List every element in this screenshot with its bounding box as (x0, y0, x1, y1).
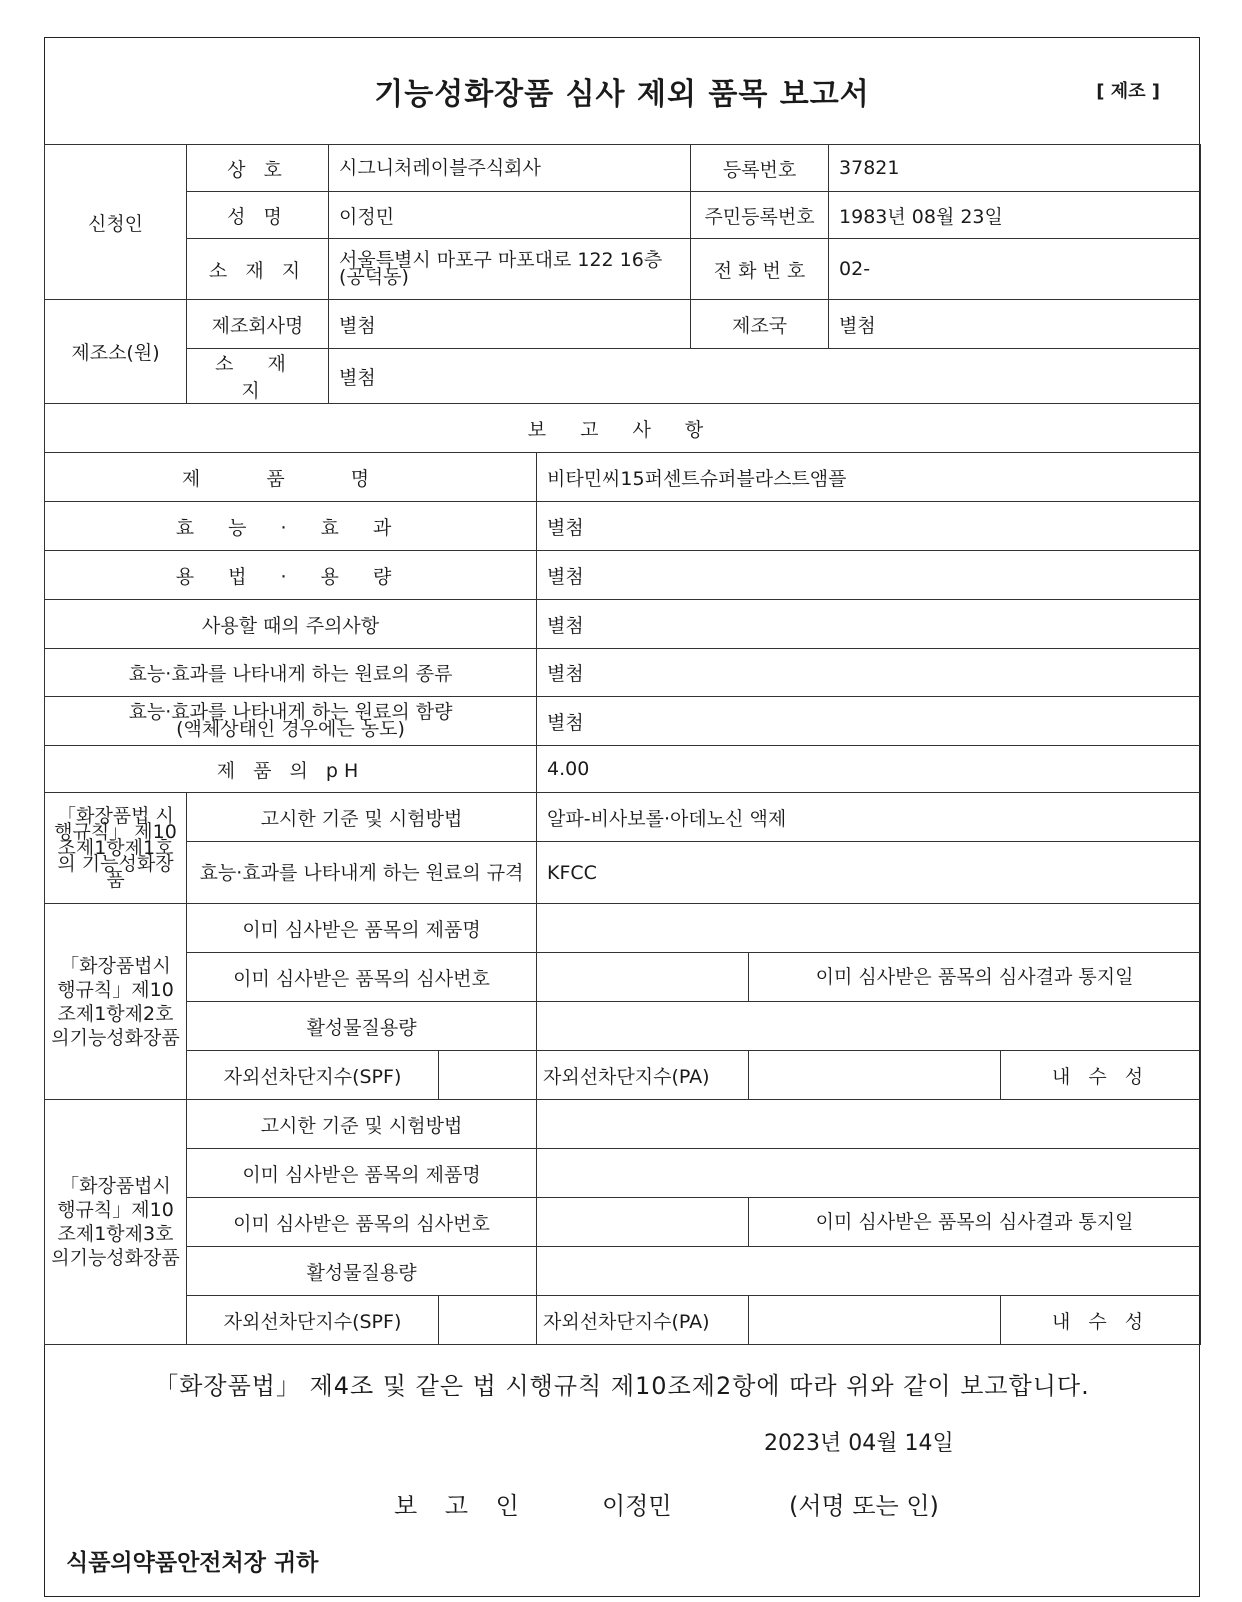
address-label: 소 재 지 (187, 239, 329, 300)
section3-active-value (537, 1247, 1201, 1296)
section2-active-label: 활성물질용량 (187, 1002, 537, 1051)
phone-label: 전 화 번 호 (691, 239, 829, 300)
section2-exam-no-value (537, 953, 749, 1002)
section3-standard-value (537, 1100, 1201, 1149)
phone-value: 02- (829, 239, 1201, 300)
id-label: 주민등록번호 (691, 192, 829, 239)
form-type-badge: [ 제조 ] (1096, 81, 1160, 102)
report-section-header: 보 고 사 항 (45, 404, 1201, 453)
id-value: 1983년 08월 23일 (829, 192, 1201, 239)
reporter-name: 이정민 (602, 1492, 672, 1520)
mfr-country-label: 제조국 (691, 300, 829, 349)
section2-water-label: 내 수 성 (1001, 1051, 1201, 1100)
section2-exam-no-label: 이미 심사받은 품목의 심사번호 (187, 953, 537, 1002)
product-name-label: 제 품 명 (45, 453, 537, 502)
reporter-label: 보 고 인 (394, 1492, 529, 1520)
section3-product-label: 이미 심사받은 품목의 제품명 (187, 1149, 537, 1198)
section2-product-value (537, 904, 1201, 953)
ph-value: 4.00 (537, 746, 1201, 793)
report-form-table (44, 144, 1201, 1345)
section2-product-label: 이미 심사받은 품목의 제품명 (187, 904, 537, 953)
mfr-address-label: 소 재 지 (187, 349, 329, 404)
section2-spf-label: 자외선차단지수(SPF) (187, 1051, 439, 1100)
section1-spec-label: 효능·효과를 나타내게 하는 원료의 규격 (187, 842, 537, 904)
report-statement: 「화장품법」 제4조 및 같은 법 시행규칙 제10조제2항에 따라 위와 같이 보고합니다. (154, 1372, 1090, 1400)
section3-standard-label: 고시한 기준 및 시험방법 (187, 1100, 537, 1149)
usage-label: 용 법 · 용 량 (45, 551, 537, 600)
section3-water-label: 내 수 성 (1001, 1296, 1201, 1345)
section3-active-label: 활성물질용량 (187, 1247, 537, 1296)
section2-spf-value (439, 1051, 537, 1100)
bottom-rule (44, 1596, 1200, 1597)
company-value: 시그니처레이블주식회사 (329, 145, 691, 192)
addressee: 식품의약품안전처장 귀하 (66, 1550, 319, 1576)
section3-label: 「화장품법시행규칙」제10조제1항제3호의기능성화장품 (45, 1100, 187, 1345)
section2-active-value (537, 1002, 1201, 1051)
reg-no-value: 37821 (829, 145, 1201, 192)
name-label: 성 명 (187, 192, 329, 239)
signature-hint: (서명 또는 인) (789, 1492, 939, 1520)
ingredient-type-label: 효능·효과를 나타내게 하는 원료의 종류 (45, 649, 537, 697)
efficacy-value: 별첨 (537, 502, 1201, 551)
company-label: 상 호 (187, 145, 329, 192)
caution-value: 별첨 (537, 600, 1201, 649)
section2-pa-value (749, 1051, 1001, 1100)
mfr-country-value: 별첨 (829, 300, 1201, 349)
mfr-company-label: 제조회사명 (187, 300, 329, 349)
section1-standard-value: 알파-비사보롤·아데노신 액제 (537, 793, 1201, 842)
section1-label: 「화장품법 시행규칙」 제10조제1항제1호 의 기능성화장품 (45, 793, 187, 904)
section2-notice-label: 이미 심사받은 품목의 심사결과 통지일 (749, 953, 1201, 1002)
ingredient-amount-line1: 효능·효과를 나타내게 하는 원료의 함량 (128, 701, 453, 723)
ingredient-amount-label (45, 697, 537, 746)
mfr-address-value: 별첨 (329, 349, 1201, 404)
section3-pa-value (749, 1296, 1001, 1345)
manufacturer-section-label: 제조소(원) (45, 300, 187, 404)
section2-pa-label: 자외선차단지수(PA) (537, 1051, 749, 1100)
product-name-value: 비타민씨15퍼센트슈퍼블라스트앰플 (537, 453, 1201, 502)
ingredient-amount-line2: (액체상태인 경우에는 농도) (176, 718, 405, 740)
section3-spf-value (439, 1296, 537, 1345)
section2-label: 「화장품법시행규칙」제10조제1항제2호의기능성화장품 (45, 904, 187, 1100)
section3-spf-label: 자외선차단지수(SPF) (187, 1296, 439, 1345)
applicant-section-label: 신청인 (45, 145, 187, 300)
efficacy-label: 효 능 · 효 과 (45, 502, 537, 551)
section3-pa-label: 자외선차단지수(PA) (537, 1296, 749, 1345)
section3-exam-no-value (537, 1198, 749, 1247)
ingredient-amount-value: 별첨 (537, 697, 1201, 746)
ingredient-type-value: 별첨 (537, 649, 1201, 697)
title-row (44, 37, 1200, 145)
section1-spec-value: KFCC (537, 842, 1201, 904)
address-value: 서울특별시 마포구 마포대로 122 16층(공덕동) (329, 239, 691, 300)
section1-standard-label: 고시한 기준 및 시험방법 (187, 793, 537, 842)
section3-exam-no-label: 이미 심사받은 품목의 심사번호 (187, 1198, 537, 1247)
section3-notice-label: 이미 심사받은 품목의 심사결과 통지일 (749, 1198, 1201, 1247)
reg-no-label: 등록번호 (691, 145, 829, 192)
section3-product-value (537, 1149, 1201, 1198)
mfr-company-value: 별첨 (329, 300, 691, 349)
usage-value: 별첨 (537, 551, 1201, 600)
document-title: 기능성화장품 심사 제외 품목 보고서 (374, 77, 870, 112)
report-date: 2023년 04월 14일 (764, 1431, 954, 1456)
name-value: 이정민 (329, 192, 691, 239)
caution-label: 사용할 때의 주의사항 (45, 600, 537, 649)
ph-label: 제 품 의 pH (45, 746, 537, 793)
